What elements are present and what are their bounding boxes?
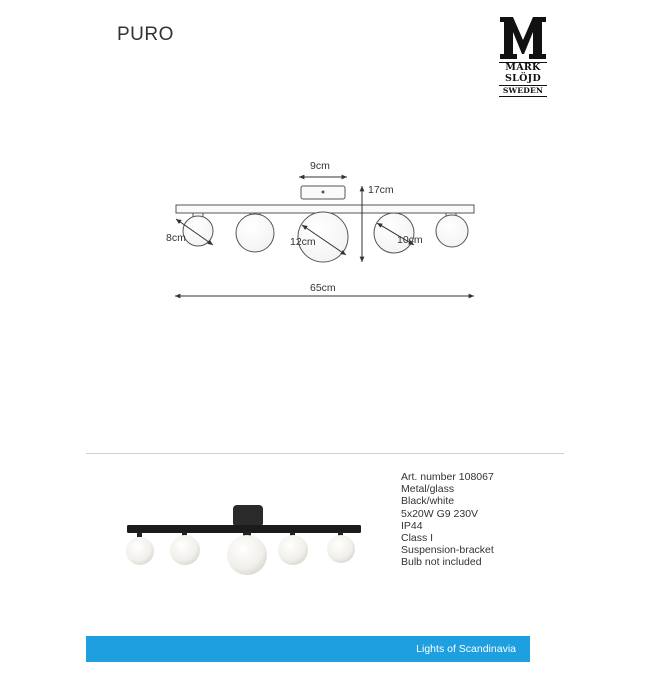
spec-list	[401, 471, 494, 569]
medium-globe-label: 10cm	[397, 234, 423, 246]
product-title: PURO	[117, 24, 174, 45]
line-drawing-fixture	[176, 186, 474, 262]
small-globe-label: 8cm	[166, 232, 186, 244]
height-label: 17cm	[368, 184, 394, 196]
total-length-label: 65cm	[310, 282, 336, 294]
spec-bulb: Bulb not included	[401, 556, 482, 569]
canopy-width-label: 9cm	[310, 160, 330, 172]
product-photo	[126, 505, 361, 575]
spec-wattage: 5x20W G9 230V	[401, 507, 479, 520]
spec-ip-rating: IP44	[401, 519, 423, 532]
footer-tagline: Lights of Scandinavia	[416, 643, 516, 655]
logo-text-mark: MARK	[505, 62, 541, 73]
spec-color: Black/white	[401, 495, 455, 508]
spec-class: Class I	[401, 532, 434, 545]
section-divider	[86, 453, 564, 454]
spec-article-number: Art. number 108067	[401, 471, 494, 483]
logo-text-sweden: SWEDEN	[502, 86, 544, 95]
logo-text-slojd: SLÖJD	[504, 73, 542, 84]
spec-material: Metal/glass	[401, 483, 455, 496]
large-globe-label: 12cm	[290, 236, 316, 248]
footer-banner	[86, 636, 530, 662]
spec-mounting: Suspension-bracket	[401, 544, 494, 557]
